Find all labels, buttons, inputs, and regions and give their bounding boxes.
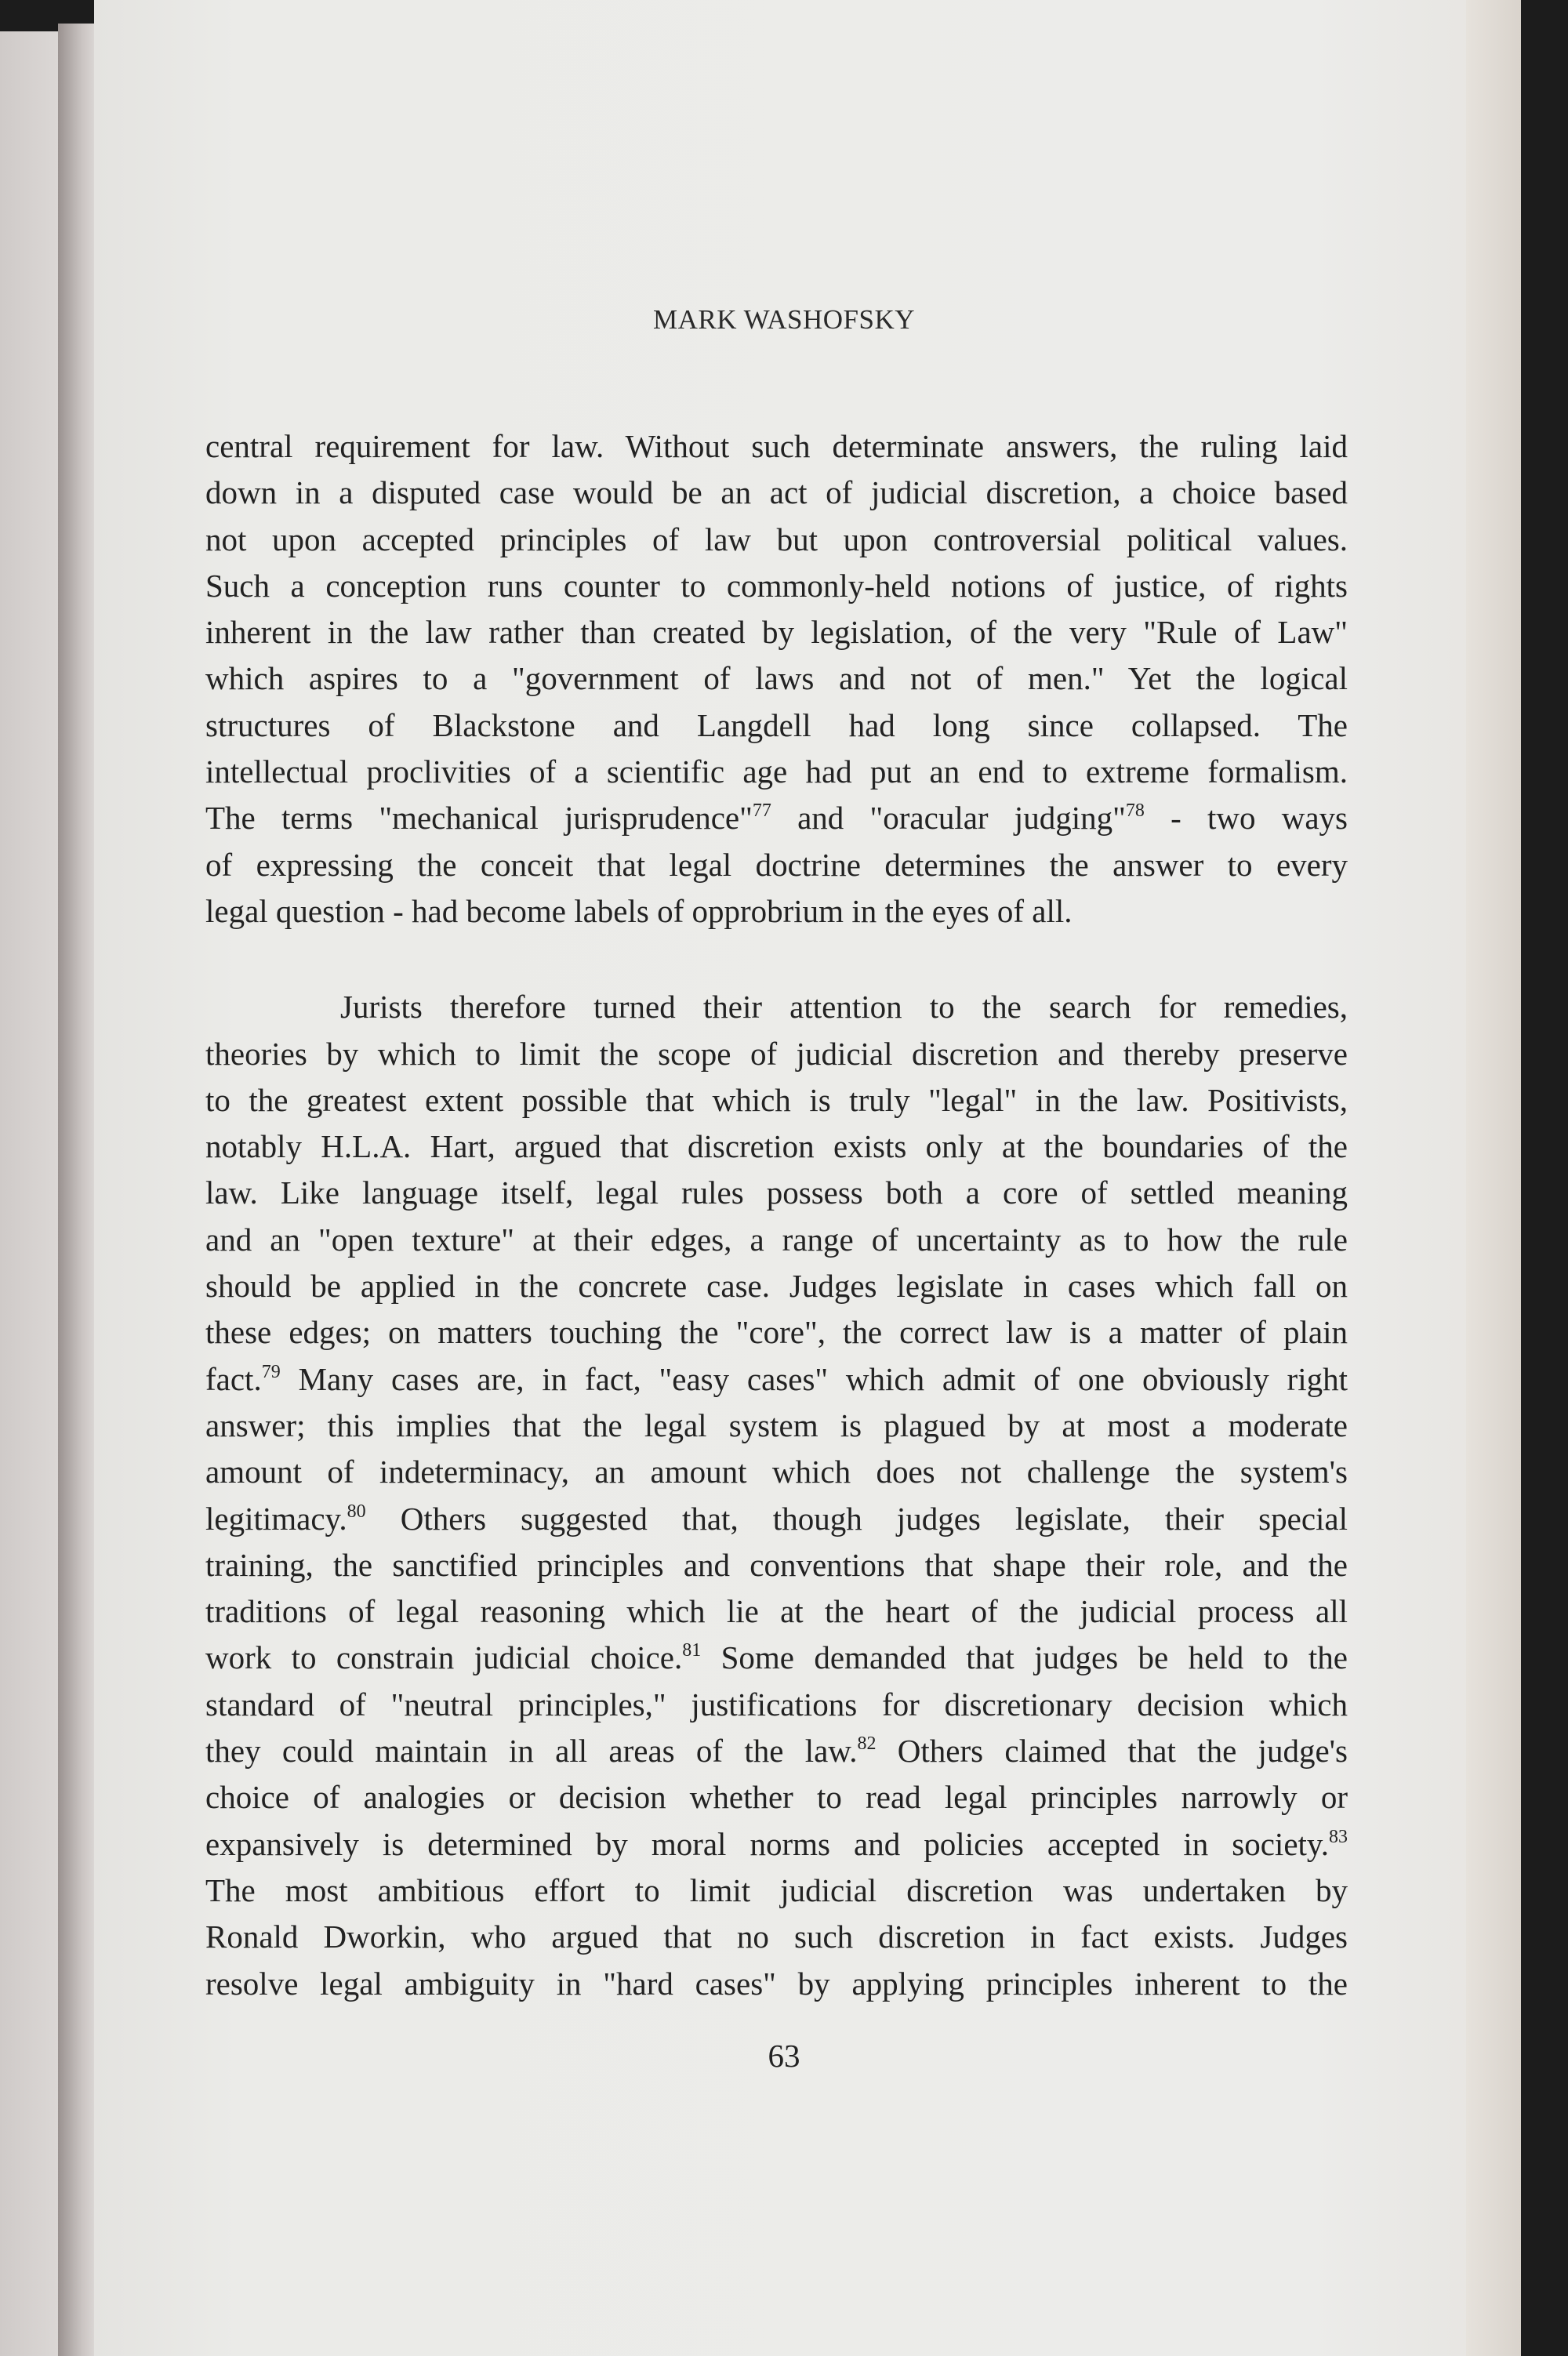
text-run: inherent in the law rather than created by legislation, of the very "Rule of Law" [205, 614, 1348, 651]
text-run: answer; this implies that the legal system is plagued by at most a moderate [205, 1407, 1348, 1443]
paragraph [205, 423, 1348, 935]
text-line [205, 1682, 1348, 1728]
text-line [205, 423, 1348, 470]
text-run: resolve legal ambiguity in "hard cases" by applying principles inherent to the [205, 1965, 1348, 2002]
text-run: intellectual proclivities of a scientific age had put an end to extreme formalism. [205, 753, 1348, 790]
footnote-ref: 78 [1125, 800, 1145, 822]
text-run: The terms "mechanical jurisprudence" [205, 800, 753, 837]
text-line [205, 1635, 1348, 1681]
text-run: traditions of legal reasoning which lie at the heart of the judicial process all [205, 1593, 1348, 1630]
footnote-ref: 79 [261, 1361, 281, 1382]
text-run: and an "open texture" at their edges, a range of uncertainty as to how the rule [205, 1221, 1348, 1258]
text-line [205, 1263, 1348, 1309]
text-line [205, 1170, 1348, 1216]
text-run: to the greatest extent possible that which is truly "legal" in the law. Positivists, [205, 1081, 1348, 1118]
text-run: law. Like language itself, legal rules possess both a core of settled meaning [205, 1174, 1348, 1211]
text-run: of expressing the conceit that legal doctrine determines the answer to every [205, 846, 1348, 883]
paragraph-gap [205, 935, 1348, 984]
book-gutter-shadow [58, 24, 97, 2356]
text-run: Others claimed that the judge's [876, 1733, 1348, 1770]
text-run: training, the sanctified principles and conventions that shape their role, and the [205, 1546, 1348, 1583]
footnote-ref: 82 [857, 1733, 877, 1755]
text-run: down in a disputed case would be an act of judicial discretion, a choice based [205, 474, 1348, 511]
footnote-ref: 83 [1329, 1826, 1348, 1847]
text-run: notably H.L.A. Hart, argued that discretion exists only at the boundaries of the [205, 1128, 1348, 1165]
text-line [205, 1496, 1348, 1542]
footnote-ref: 81 [682, 1640, 702, 1661]
text-run: which aspires to a "government of laws and not of men." Yet the logical [205, 660, 1348, 697]
text-run: expansively is determined by moral norms and policies accepted in society. [205, 1825, 1329, 1862]
text-line [205, 563, 1348, 609]
text-run: The most ambitious effort to limit judicial discretion was undertaken by [205, 1871, 1348, 1908]
text-run: they could maintain in all areas of the law. [205, 1733, 858, 1770]
text-line [205, 1961, 1348, 2007]
running-head: MARK WASHOFSKY [652, 304, 916, 335]
footnote-ref: 80 [347, 1501, 366, 1522]
text-line [205, 984, 1348, 1030]
text-line [205, 842, 1348, 888]
text-run: choice of analogies or decision whether to read legal principles narrowly or [205, 1779, 1348, 1816]
text-line [205, 1914, 1348, 1960]
text-line [205, 1728, 1348, 1774]
text-line [205, 1449, 1348, 1495]
text-line [205, 517, 1348, 563]
text-line [205, 1309, 1348, 1356]
text-line [205, 470, 1348, 516]
text-line [205, 1031, 1348, 1077]
facing-page-edge [0, 31, 61, 2356]
text-line [205, 1077, 1348, 1124]
text-run: fact. [205, 1360, 262, 1397]
text-line [205, 1356, 1348, 1403]
text-run: legal question - had become labels of opprobrium in the eyes of all. [205, 892, 1073, 929]
text-run: should be applied in the concrete case. Judges legislate in cases which fall on [205, 1268, 1348, 1305]
text-run: Many cases are, in fact, "easy cases" which admit of one obviously right [280, 1360, 1348, 1397]
text-line [205, 888, 1348, 935]
text-line [205, 795, 1348, 841]
text-run: work to constrain judicial choice. [205, 1639, 683, 1676]
text-line [205, 609, 1348, 655]
text-line [205, 1542, 1348, 1588]
text-run: Ronald Dworkin, who argued that no such discretion in fact exists. Judges [205, 1919, 1348, 1955]
text-run: Others suggested that, though judges legislate, their special [365, 1500, 1348, 1537]
body-text [205, 423, 1348, 2007]
text-line [205, 1403, 1348, 1449]
text-line [205, 1588, 1348, 1635]
text-run: structures of Blackstone and Langdell had long since collapsed. The [205, 706, 1348, 743]
text-run: legitimacy. [205, 1500, 347, 1537]
text-run: and "oracular judging" [771, 800, 1126, 837]
text-run: - two ways [1144, 800, 1348, 837]
text-run: central requirement for law. Without such determinate answers, the ruling laid [205, 428, 1348, 464]
text-run: Jurists therefore turned their attention to the search for remedies, [340, 989, 1348, 1026]
text-line [205, 1217, 1348, 1263]
text-line [205, 655, 1348, 702]
text-run: Some demanded that judges be held to the [701, 1639, 1348, 1676]
page-edge [1466, 0, 1521, 2356]
paragraph [205, 984, 1348, 2007]
text-run: Such a conception runs counter to commonly-held notions of justice, of rights [205, 567, 1348, 604]
text-run: not upon accepted principles of law but upon controversial political values. [205, 521, 1348, 557]
text-line [205, 1774, 1348, 1821]
text-line [205, 749, 1348, 795]
text-run: amount of indeterminacy, an amount which does not challenge the system's [205, 1454, 1348, 1490]
text-line [205, 1124, 1348, 1170]
text-run: standard of "neutral principles," justifications for discretionary decision which [205, 1686, 1348, 1723]
text-line [205, 1868, 1348, 1914]
footnote-ref: 77 [752, 800, 771, 822]
text-run: these edges; on matters touching the "core", the correct law is a matter of plain [205, 1314, 1348, 1351]
text-line [205, 702, 1348, 749]
text-run: theories by which to limit the scope of judicial discretion and thereby preserve [205, 1035, 1348, 1072]
page-number: 63 [768, 2038, 800, 2074]
text-line [205, 1821, 1348, 1868]
